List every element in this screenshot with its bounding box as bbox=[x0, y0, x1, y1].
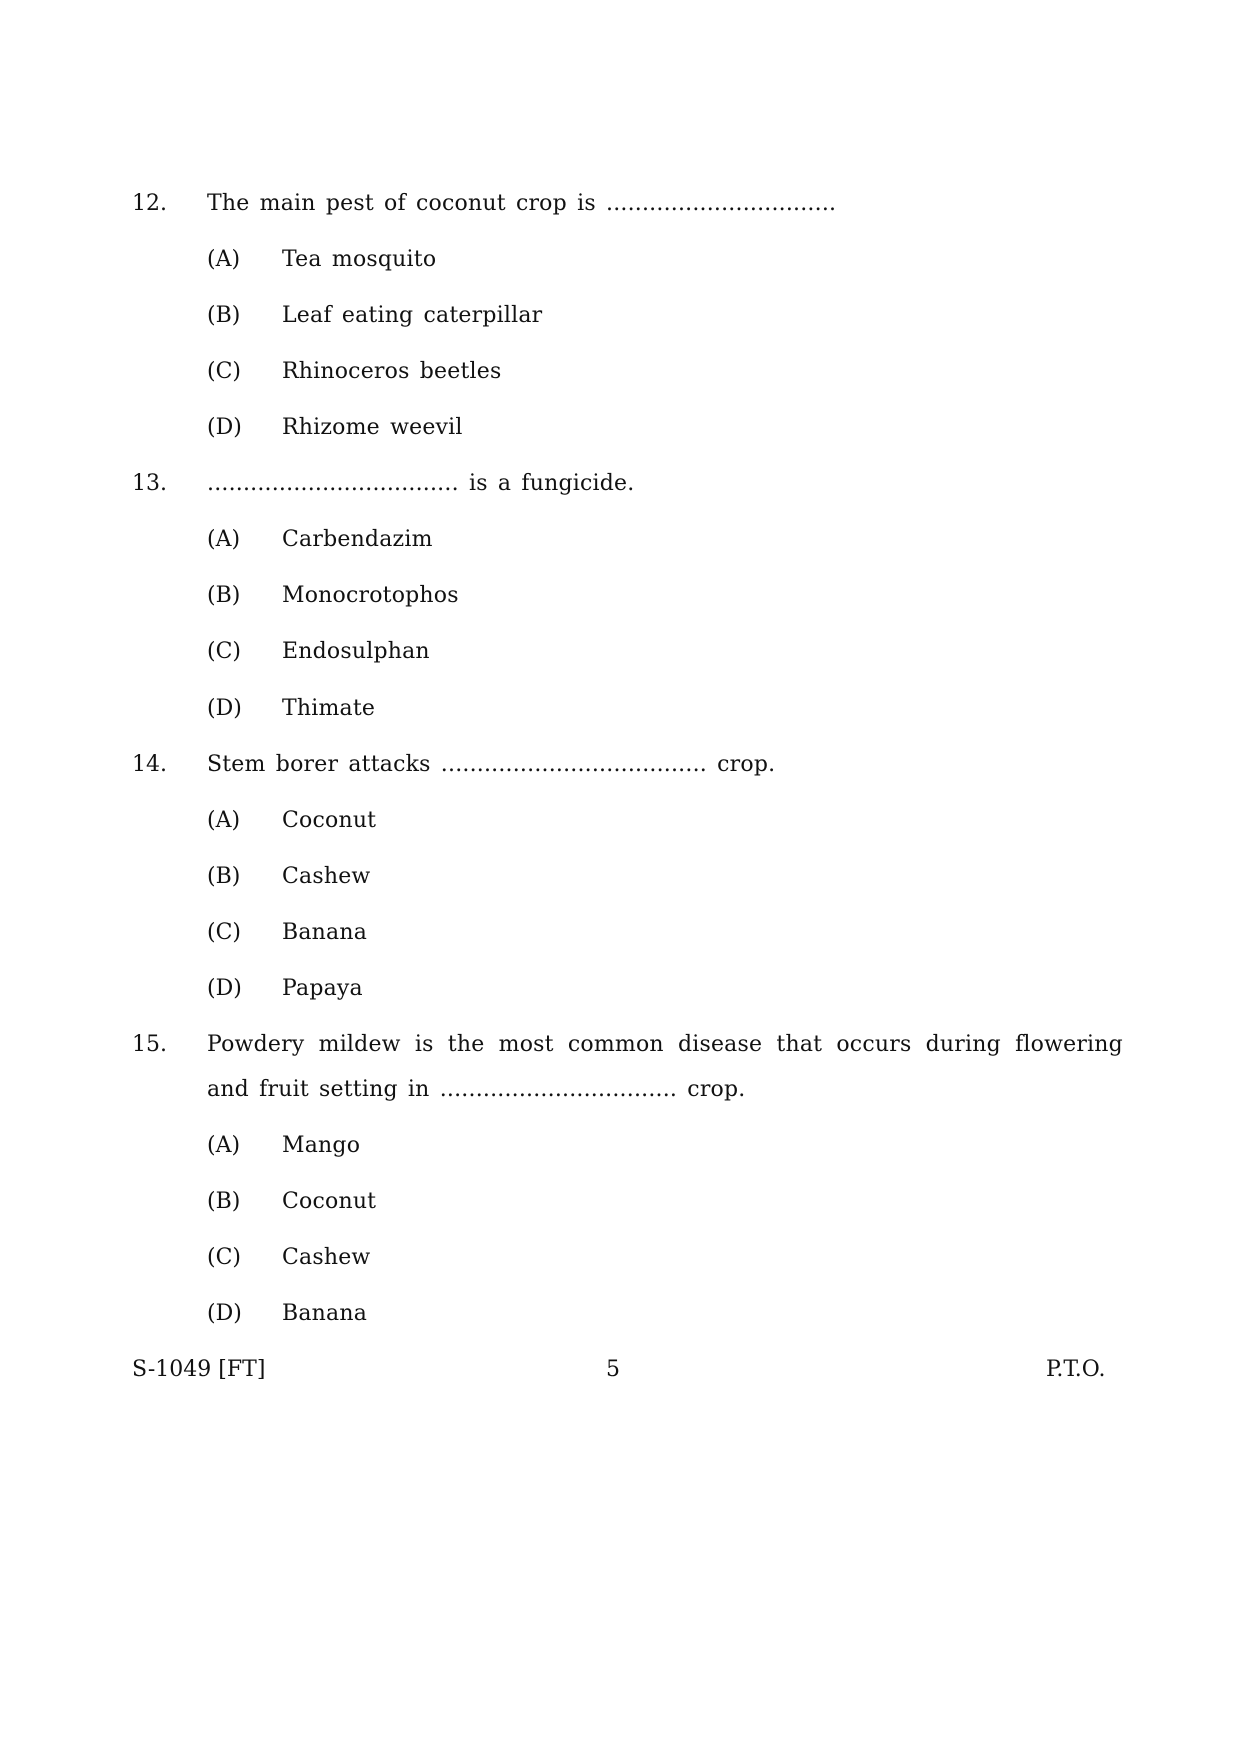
page-footer bbox=[0, 1353, 1240, 1387]
option-label: (B) bbox=[207, 864, 241, 889]
option-label: (B) bbox=[207, 583, 241, 608]
pto-note: P.T.O. bbox=[1046, 1357, 1106, 1382]
option-text: Rhizome weevil bbox=[282, 415, 463, 440]
option-text: Cashew bbox=[282, 1245, 371, 1270]
option-a bbox=[0, 523, 1240, 557]
option-label: (D) bbox=[207, 696, 242, 721]
question-15-continuation bbox=[0, 1073, 1240, 1107]
option-label: (A) bbox=[207, 808, 241, 833]
option-d bbox=[0, 1297, 1240, 1331]
option-text: Cashew bbox=[282, 864, 371, 889]
question-text-line-1: Powdery mildew is the most common disease that occurs during flowering bbox=[207, 1032, 1123, 1057]
option-label: (C) bbox=[207, 1245, 241, 1270]
option-label: (A) bbox=[207, 247, 241, 272]
option-d bbox=[0, 692, 1240, 726]
option-c bbox=[0, 1241, 1240, 1275]
option-text: Monocrotophos bbox=[282, 583, 459, 608]
option-text: Coconut bbox=[282, 808, 377, 833]
option-b bbox=[0, 860, 1240, 894]
option-c bbox=[0, 916, 1240, 950]
option-text: Carbendazim bbox=[282, 527, 433, 552]
paper-code: S-1049 [FT] bbox=[132, 1357, 266, 1382]
question-13 bbox=[0, 467, 1240, 501]
option-b bbox=[0, 579, 1240, 613]
question-number: 13. bbox=[132, 471, 167, 496]
option-label: (A) bbox=[207, 1133, 241, 1158]
question-15 bbox=[0, 1028, 1240, 1062]
question-text: The main pest of coconut crop is ................................ bbox=[207, 191, 837, 216]
option-text: Banana bbox=[282, 920, 368, 945]
question-text: ................................... is a fungicide. bbox=[207, 471, 635, 496]
question-number: 14. bbox=[132, 752, 167, 777]
option-text: Thimate bbox=[282, 696, 376, 721]
option-b bbox=[0, 299, 1240, 333]
question-number: 15. bbox=[132, 1032, 167, 1057]
question-number: 12. bbox=[132, 191, 167, 216]
option-c bbox=[0, 635, 1240, 669]
option-text: Leaf eating caterpillar bbox=[282, 303, 543, 328]
option-text: Endosulphan bbox=[282, 639, 430, 664]
question-text-line-2: and fruit setting in ................................. crop. bbox=[207, 1077, 746, 1102]
option-label: (D) bbox=[207, 1301, 242, 1326]
option-text: Coconut bbox=[282, 1189, 377, 1214]
option-text: Rhinoceros beetles bbox=[282, 359, 502, 384]
option-text: Banana bbox=[282, 1301, 368, 1326]
option-text: Papaya bbox=[282, 976, 363, 1001]
option-label: (A) bbox=[207, 527, 241, 552]
option-text: Tea mosquito bbox=[282, 247, 437, 272]
option-text: Mango bbox=[282, 1133, 361, 1158]
question-12 bbox=[0, 187, 1240, 221]
option-label: (C) bbox=[207, 920, 241, 945]
option-a bbox=[0, 1129, 1240, 1163]
option-label: (C) bbox=[207, 359, 241, 384]
option-a bbox=[0, 804, 1240, 838]
option-d bbox=[0, 972, 1240, 1006]
page-number: 5 bbox=[606, 1357, 620, 1382]
option-label: (C) bbox=[207, 639, 241, 664]
option-label: (B) bbox=[207, 1189, 241, 1214]
question-14 bbox=[0, 748, 1240, 782]
option-b bbox=[0, 1185, 1240, 1219]
question-text: Stem borer attacks ..................................... crop. bbox=[207, 752, 776, 777]
option-label: (B) bbox=[207, 303, 241, 328]
option-c bbox=[0, 355, 1240, 389]
option-d bbox=[0, 411, 1240, 445]
option-label: (D) bbox=[207, 976, 242, 1001]
option-a bbox=[0, 243, 1240, 277]
option-label: (D) bbox=[207, 415, 242, 440]
